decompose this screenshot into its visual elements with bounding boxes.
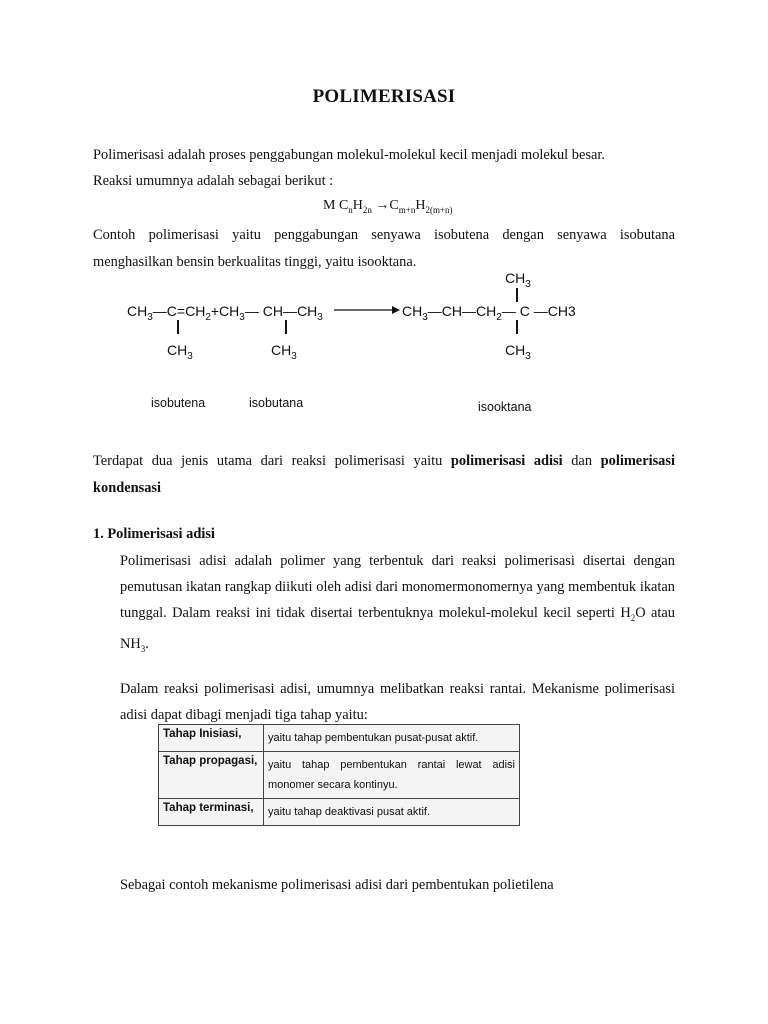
example-paragraph: Contoh polimerisasi yaitu penggabungan senyawa isobutena dengan senyawa isobutana menghasilkan bensin berkualitas tinggi, yaitu isooktana. bbox=[93, 227, 675, 270]
caption-isooktana: isooktana bbox=[478, 400, 532, 414]
bond-line bbox=[177, 320, 179, 334]
step-description: yaitu tahap pembentukan rantai lewat adisi monomer secara kontinyu. bbox=[264, 752, 520, 799]
bond-line bbox=[285, 320, 287, 334]
step-name: Tahap propagasi, bbox=[159, 752, 264, 799]
mechanism-paragraph: Dalam reaksi polimerisasi adisi, umumnya melibatkan reaksi rantai. Mekanisme polimerisasi adisi dapat dibagi menjadi tiga tahap yaitu: bbox=[120, 681, 675, 723]
section-heading-adisi: 1. Polimerisasi adisi bbox=[93, 526, 215, 542]
table-row bbox=[159, 725, 520, 752]
reaction-arrow-icon bbox=[334, 305, 400, 315]
product-formula: $CH_3—CH—CH_2—$ C —CH3 bbox=[402, 303, 576, 323]
step-description: yaitu tahap pembentukan pusat-pusat aktif. bbox=[264, 725, 520, 752]
reactants-formula: $CH_3—C=CH_2+CH_3—$ $CH—CH_3$ bbox=[127, 303, 323, 323]
polyethylene-example-paragraph: Sebagai contoh mekanisme polimerisasi adisi dari pembentukan polietilena bbox=[120, 877, 554, 893]
caption-isobutana: isobutana bbox=[249, 396, 304, 410]
isobutana-methyl: $CH_3$ bbox=[271, 342, 297, 362]
step-description: yaitu tahap deaktivasi pusat aktif. bbox=[264, 799, 520, 826]
general-reaction-intro: Reaksi umumnya adalah sebagai berikut : bbox=[93, 173, 334, 189]
adisi-definition-paragraph: Polimerisasi adisi adalah polimer yang terbentuk dari reaksi polimerisasi disertai dengan pemutusan ikatan rangkap diikuti oleh adisi dari monomermonomernya yang membentuk ikatan tunggal. Dalam reaksi ini tidak disertai terbentuknya molekul-molekul kecil seperti $H_2O$ atau $NH_3$. bbox=[120, 553, 675, 654]
step-name: Tahap Inisiasi, bbox=[159, 725, 264, 752]
bond-line bbox=[516, 320, 518, 334]
isooktana-top-methyl: $CH_3$ bbox=[505, 270, 531, 290]
table-row bbox=[159, 752, 520, 799]
general-reaction-formula: M $C_nH_{2n} \to C_{m+n}H_{2(m+n)}$ bbox=[323, 198, 453, 215]
step-name: Tahap terminasi, bbox=[159, 799, 264, 826]
caption-isobutena: isobutena bbox=[151, 396, 206, 410]
isobutena-methyl: $CH_3$ bbox=[167, 342, 193, 362]
polymerization-types-paragraph: Terdapat dua jenis utama dari reaksi polimerisasi yaitu polimerisasi adisi dan polimerisasi kondensasi bbox=[93, 453, 675, 496]
isooktana-bottom-methyl: $CH_3$ bbox=[505, 342, 531, 362]
definition-paragraph: Polimerisasi adalah proses penggabungan molekul-molekul kecil menjadi molekul besar. bbox=[93, 147, 605, 163]
page-title: POLIMERISASI bbox=[312, 86, 456, 107]
table-row bbox=[159, 799, 520, 826]
mechanism-steps-table bbox=[158, 724, 520, 826]
bond-line bbox=[516, 288, 518, 302]
